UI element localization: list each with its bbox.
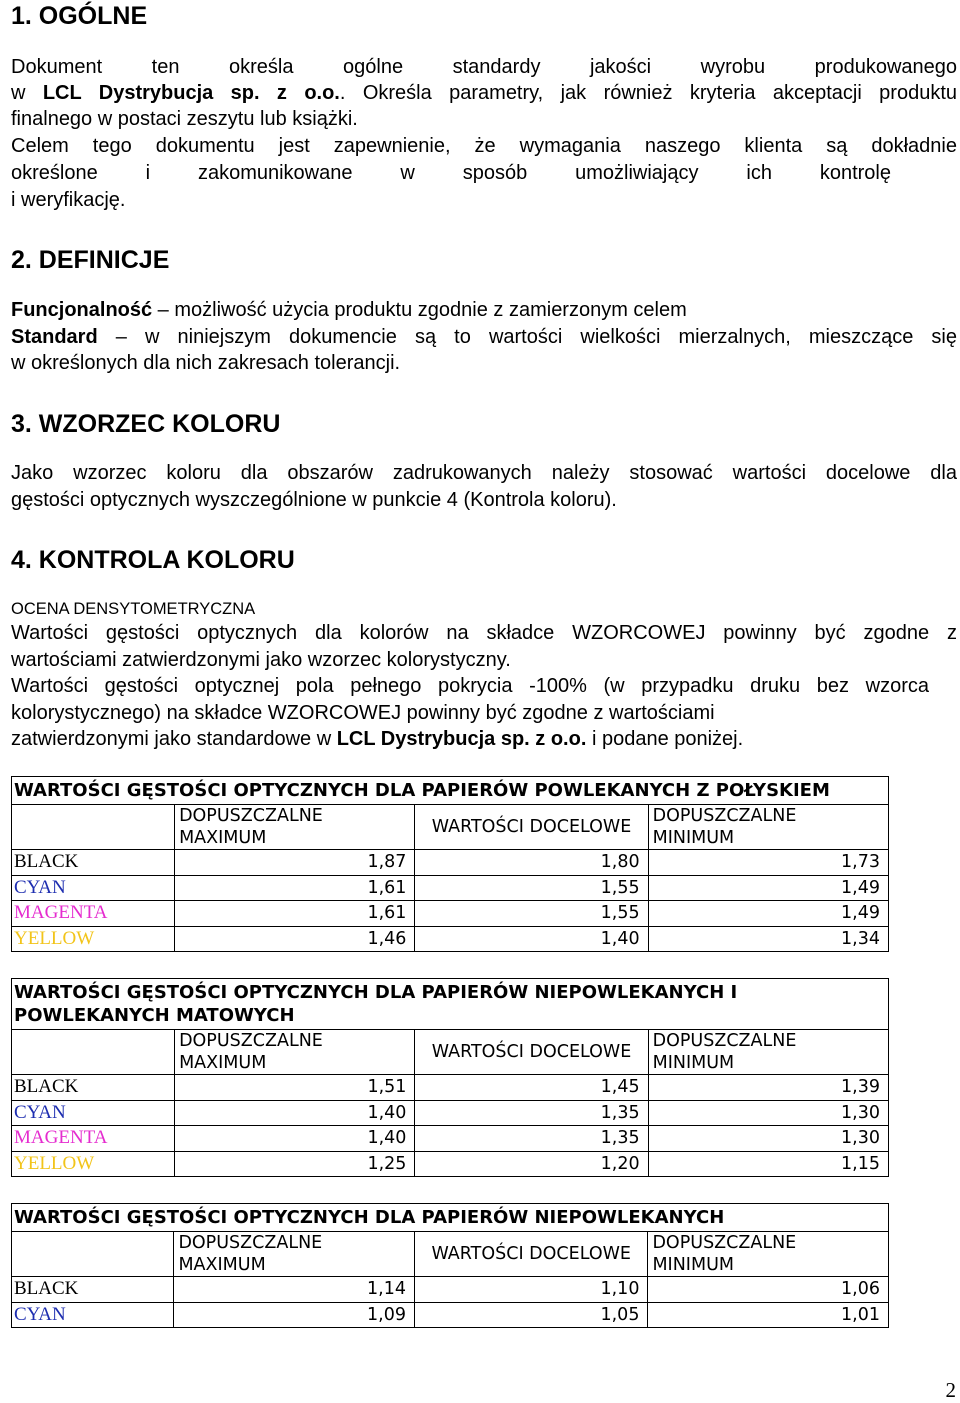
paragraph-control-line-3: Wartości gęstości optycznej pola pełnego pokrycia -100% (w przypadku druku bez wzorca xyxy=(11,675,929,697)
header-max-line2: MAXIMUM xyxy=(179,1053,267,1073)
page-number: 2 xyxy=(945,1378,956,1402)
text-fragment: . Określa parametry, jak również kryteria akceptacji produktu xyxy=(339,82,958,104)
color-name-magenta: MAGENTA xyxy=(12,901,175,927)
table-header-row xyxy=(12,1232,889,1277)
table-row xyxy=(12,1151,889,1177)
table-row xyxy=(12,1277,889,1303)
header-target: WARTOŚCI DOCELOWE xyxy=(415,805,648,850)
table-row xyxy=(12,1302,889,1328)
definition-standard-line-1 xyxy=(11,324,957,351)
value-min: 1,30 xyxy=(648,1100,888,1126)
color-name-black: BLACK xyxy=(12,850,175,876)
company-name: LCL Dystrybucja sp. z o.o. xyxy=(42,82,340,104)
table-row xyxy=(12,1126,889,1152)
value-target: 1,05 xyxy=(414,1302,647,1328)
value-min: 1,15 xyxy=(648,1151,888,1177)
paragraph-general-line-3: finalnego w postaci zeszytu lub książki. xyxy=(11,108,358,130)
paragraph-color-standard-line-1: Jako wzorzec koloru dla obszarów zadrukowanych należy stosować wartości docelowe dla xyxy=(11,462,957,484)
definition-functionality xyxy=(11,297,957,324)
header-max xyxy=(175,805,415,850)
header-max xyxy=(175,1030,415,1075)
section-heading-color-control: 4. KONTROLA KOLORU xyxy=(11,546,295,574)
value-target: 1,35 xyxy=(415,1126,648,1152)
definition-text: – w niniejszym dokumencie są to wartości wielkości mierzalnych, mieszczące się xyxy=(97,326,957,348)
table-header-row xyxy=(12,805,889,850)
value-target: 1,10 xyxy=(414,1277,647,1303)
paragraph-general-line-2 xyxy=(11,80,957,107)
color-name-yellow: YELLOW xyxy=(12,1151,175,1177)
text-fragment: w xyxy=(11,82,43,104)
color-name-cyan: CYAN xyxy=(12,875,175,901)
value-min: 1,73 xyxy=(648,850,888,876)
paragraph-control-line-1: Wartości gęstości optycznych dla kolorów na składce WZORCOWEJ powinny być zgodne z xyxy=(11,622,957,644)
definition-standard-line-2: w określonych dla nich zakresach tolerancji. xyxy=(11,352,401,374)
value-min: 1,30 xyxy=(648,1126,888,1152)
value-max: 1,51 xyxy=(175,1075,415,1101)
value-target: 1,20 xyxy=(415,1151,648,1177)
section-heading-color-standard: 3. WZORZEC KOLORU xyxy=(11,410,281,438)
term-standard: Standard xyxy=(11,326,98,348)
value-target: 1,40 xyxy=(415,926,648,952)
color-name-yellow: YELLOW xyxy=(12,926,175,952)
section-heading-general: 1. OGÓLNE xyxy=(11,2,148,30)
value-min: 1,06 xyxy=(648,1277,889,1303)
header-max-line2: MAXIMUM xyxy=(179,828,267,848)
header-cell-empty xyxy=(12,1232,174,1277)
value-target: 1,55 xyxy=(415,875,648,901)
table-caption-line1: WARTOŚCI GĘSTOŚCI OPTYCZNYCH DLA PAPIERÓW NIEPOWLEKANYCH I xyxy=(14,982,738,1003)
header-max xyxy=(174,1232,415,1277)
value-max: 1,61 xyxy=(175,901,415,927)
paragraph-color-standard-line-2: gęstości optycznych wyszczególnione w punkcie 4 (Kontrola koloru). xyxy=(11,489,617,511)
table-caption-line2: POWLEKANYCH MATOWYCH xyxy=(14,1005,295,1026)
table-row xyxy=(12,1075,889,1101)
table-caption xyxy=(12,979,889,1030)
value-min: 1,34 xyxy=(648,926,888,952)
value-min: 1,39 xyxy=(648,1075,888,1101)
density-table-glossy xyxy=(11,776,889,952)
paragraph-control-line-5 xyxy=(11,726,957,753)
value-max: 1,40 xyxy=(175,1100,415,1126)
header-max-line1: DOPUSZCZALNE xyxy=(179,806,323,826)
value-max: 1,40 xyxy=(175,1126,415,1152)
text-fragment: i podane poniżej. xyxy=(586,728,744,750)
header-min xyxy=(648,1030,888,1075)
value-max: 1,87 xyxy=(175,850,415,876)
value-max: 1,14 xyxy=(174,1277,415,1303)
paragraph-control-line-4: kolorystycznego) na składce WZORCOWEJ powinny być zgodne z wartościami xyxy=(11,702,715,724)
table-row xyxy=(12,901,889,927)
table-caption: WARTOŚCI GĘSTOŚCI OPTYCZNYCH DLA PAPIERÓW NIEPOWLEKANYCH xyxy=(12,1204,889,1232)
paragraph-general-line-1: Dokument ten określa ogólne standardy jakości wyrobu produkowanego xyxy=(11,56,957,78)
term-functionality: Funcjonalność xyxy=(11,299,153,321)
density-table-uncoated-matte xyxy=(11,978,889,1177)
header-min xyxy=(648,805,888,850)
density-table-uncoated xyxy=(11,1203,889,1328)
value-min: 1,01 xyxy=(648,1302,889,1328)
table-caption: WARTOŚCI GĘSTOŚCI OPTYCZNYCH DLA PAPIERÓW POWLEKANYCH Z POŁYSKIEM xyxy=(12,777,889,805)
value-max: 1,46 xyxy=(175,926,415,952)
header-min-line2: MINIMUM xyxy=(652,828,735,848)
header-cell-empty xyxy=(12,1030,175,1075)
header-max-line1: DOPUSZCZALNE xyxy=(179,1031,323,1051)
color-name-black: BLACK xyxy=(12,1277,174,1303)
header-min-line2: MINIMUM xyxy=(652,1053,735,1073)
color-name-magenta: MAGENTA xyxy=(12,1126,175,1152)
value-max: 1,25 xyxy=(175,1151,415,1177)
table-row xyxy=(12,850,889,876)
header-min xyxy=(648,1232,889,1277)
value-target: 1,80 xyxy=(415,850,648,876)
header-target: WARTOŚCI DOCELOWE xyxy=(415,1030,648,1075)
color-name-cyan: CYAN xyxy=(12,1100,175,1126)
color-name-black: BLACK xyxy=(12,1075,175,1101)
paragraph-purpose-line-3: i weryfikację. xyxy=(11,189,126,211)
subheading-densitometric: OCENA DENSYTOMETRYCZNA xyxy=(11,600,256,618)
value-min: 1,49 xyxy=(648,875,888,901)
definition-text: – możliwość użycia produktu zgodnie z zamierzonym celem xyxy=(152,299,687,321)
table-row xyxy=(12,1100,889,1126)
text-fragment: zatwierdzonymi jako standardowe w xyxy=(11,728,337,750)
value-target: 1,35 xyxy=(415,1100,648,1126)
header-max-line1: DOPUSZCZALNE xyxy=(178,1233,323,1253)
value-min: 1,49 xyxy=(648,901,888,927)
header-min-line1: DOPUSZCZALNE xyxy=(652,806,797,826)
value-target: 1,55 xyxy=(415,901,648,927)
value-target: 1,45 xyxy=(415,1075,648,1101)
table-row xyxy=(12,926,889,952)
paragraph-control-line-2: wartościami zatwierdzonymi jako wzorzec kolorystyczny. xyxy=(11,649,511,671)
header-cell-empty xyxy=(12,805,175,850)
value-max: 1,09 xyxy=(174,1302,415,1328)
section-heading-definitions: 2. DEFINICJE xyxy=(11,246,170,274)
header-target: WARTOŚCI DOCELOWE xyxy=(414,1232,647,1277)
color-name-cyan: CYAN xyxy=(12,1302,174,1328)
value-max: 1,61 xyxy=(175,875,415,901)
header-min-line1: DOPUSZCZALNE xyxy=(652,1031,797,1051)
header-min-line1: DOPUSZCZALNE xyxy=(652,1233,797,1253)
paragraph-purpose-line-1: Celem tego dokumentu jest zapewnienie, że wymagania naszego klienta są dokładnie xyxy=(11,135,957,157)
paragraph-purpose-line-2: określone i zakomunikowane w sposób umożliwiający ich kontrolę xyxy=(11,162,891,184)
company-name: LCL Dystrybucja sp. z o.o. xyxy=(336,728,587,750)
table-row xyxy=(12,875,889,901)
header-max-line2: MAXIMUM xyxy=(178,1255,266,1275)
header-min-line2: MINIMUM xyxy=(652,1255,734,1275)
table-header-row xyxy=(12,1030,889,1075)
